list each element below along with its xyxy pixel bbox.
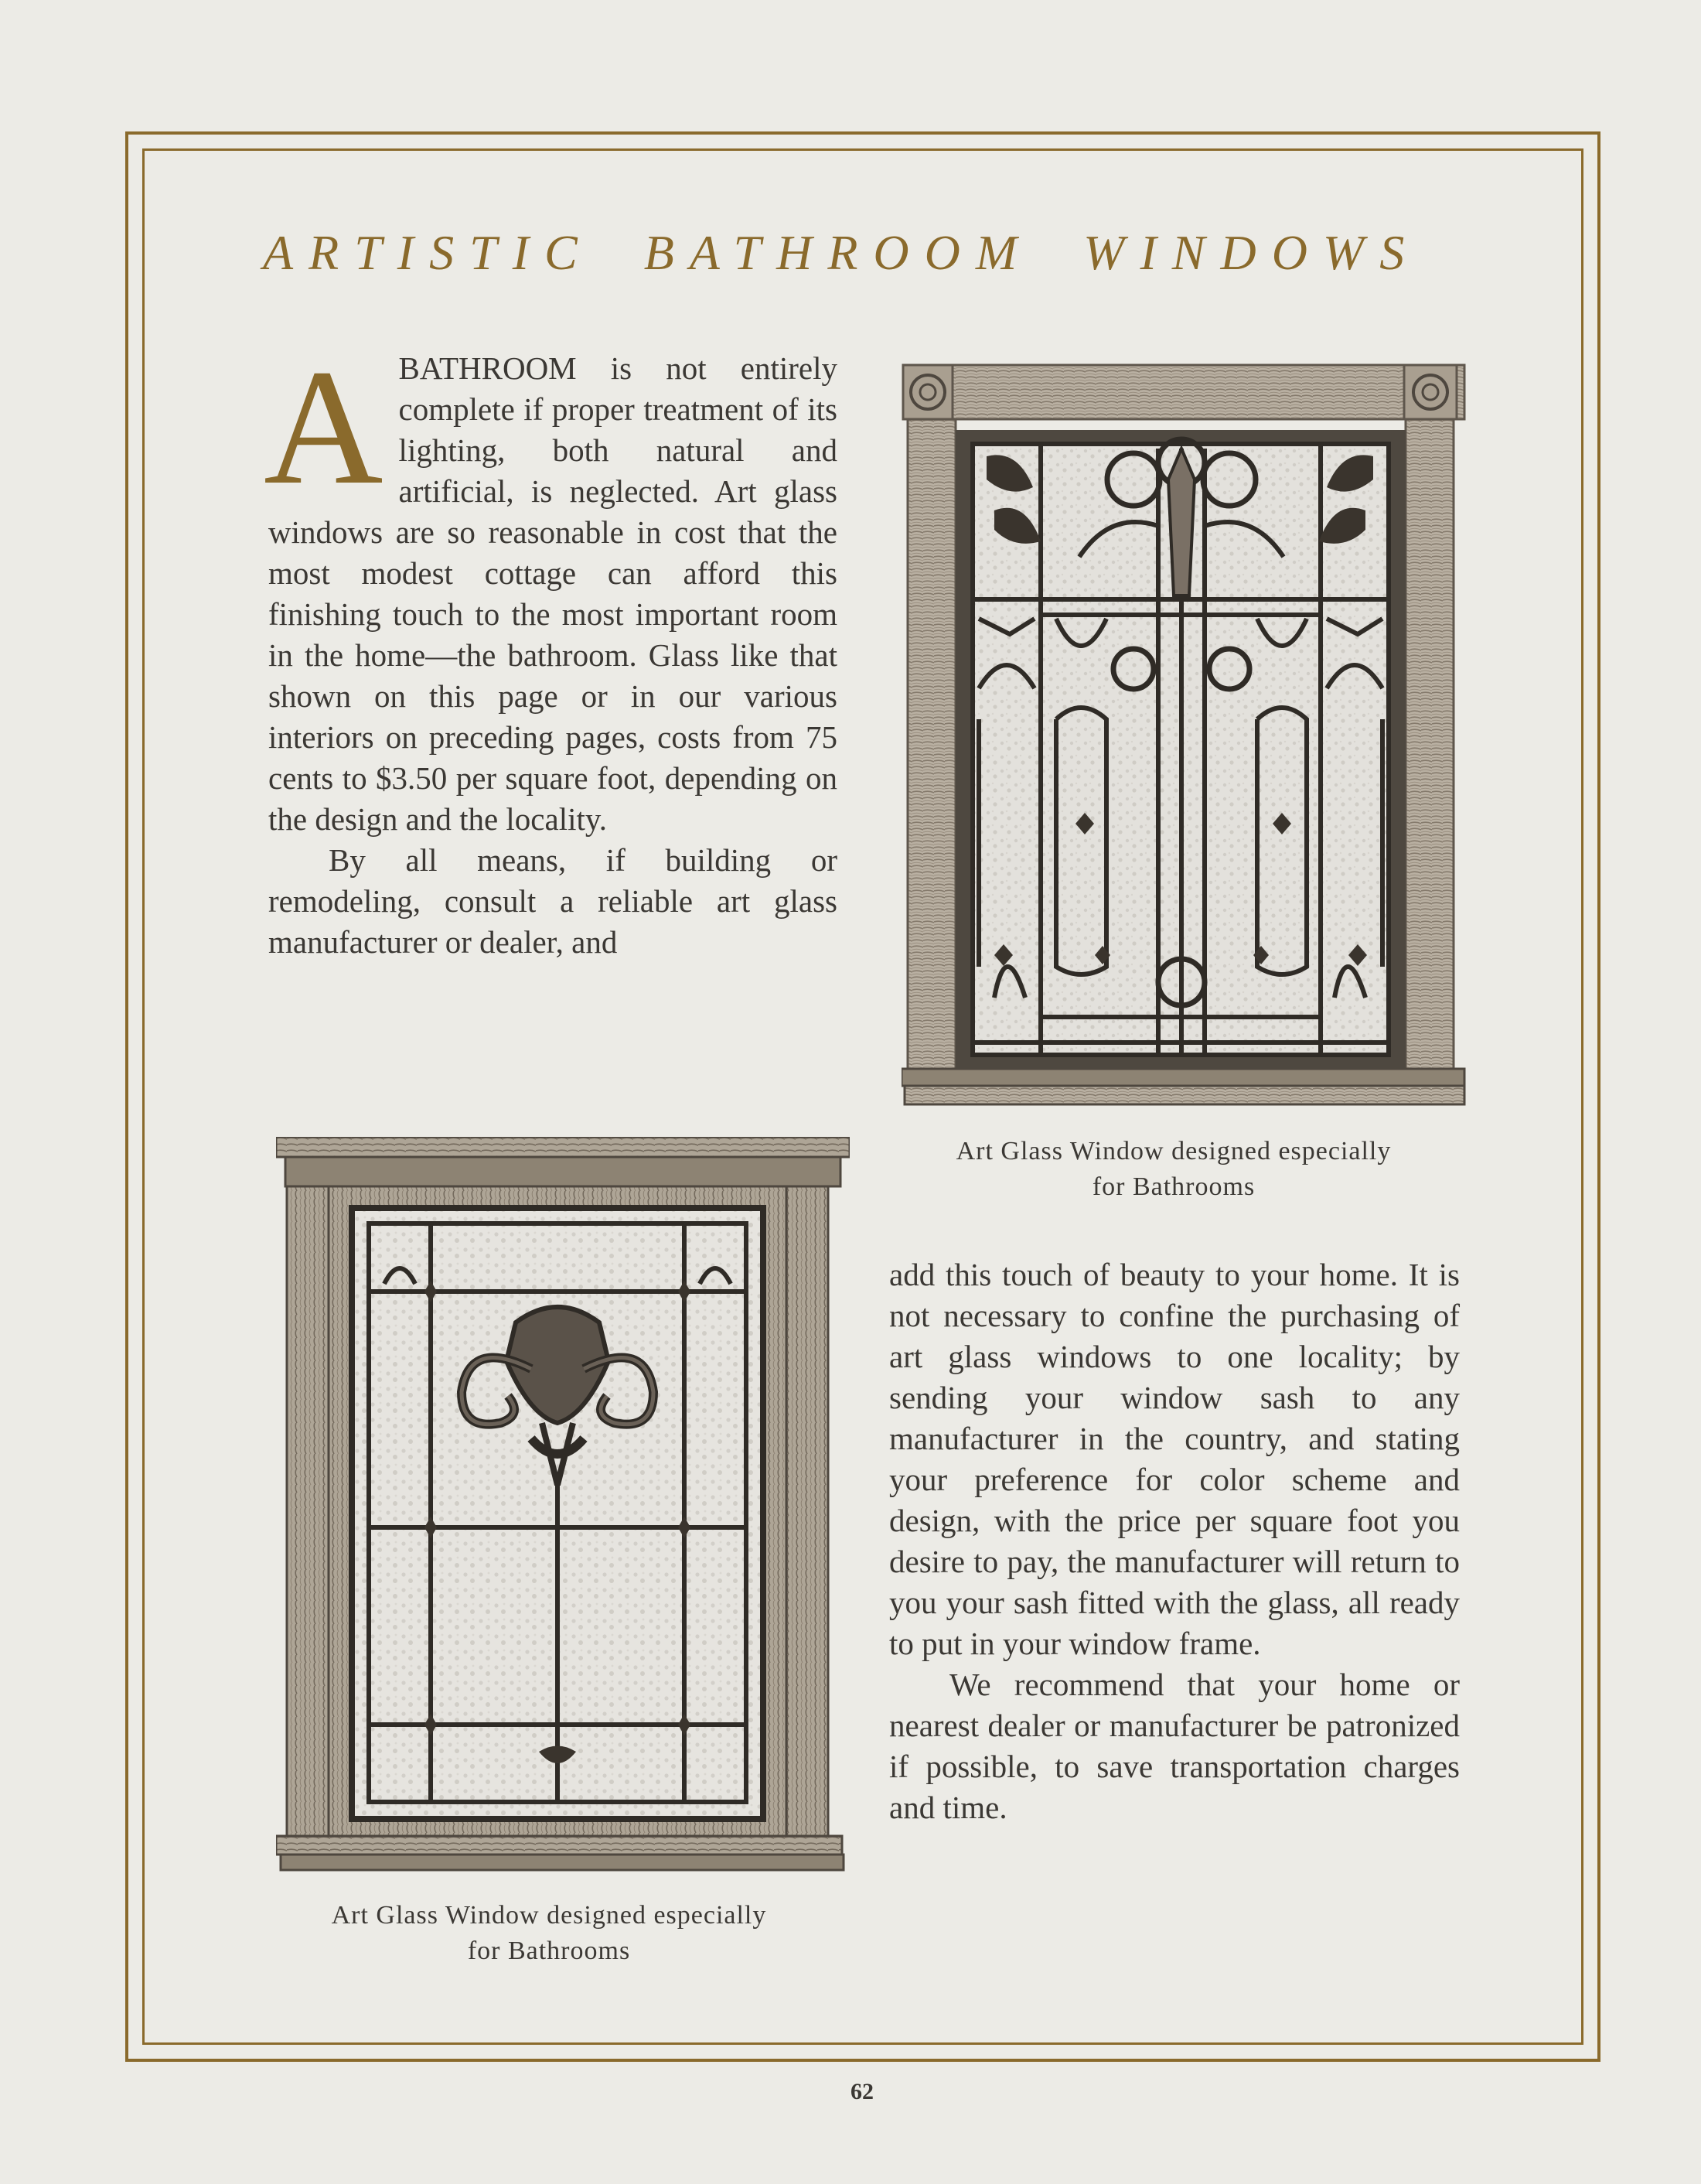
right-paragraph-1: add this touch of beauty to your home. It is not necessary to confine the purchasing of art glass windows to one locality; by sending your window sash to any manufacturer in the country, and stating your preference for color scheme and design, with the price per square foot you desire to pay, the manufacturer will return to you your sash fitted with the glass, all ready to put in your window frame.	[889, 1257, 1460, 1661]
drop-cap: A	[264, 336, 383, 519]
top-caption-line-1: Art Glass Window designed especially	[956, 1137, 1392, 1165]
top-caption-line-2: for Bathrooms	[1092, 1172, 1256, 1201]
right-text-column	[889, 1254, 1460, 1828]
bottom-caption-line-1: Art Glass Window designed especially	[331, 1901, 767, 1930]
left-text-column	[264, 336, 837, 963]
top-figure-caption	[881, 1134, 1466, 1205]
left-paragraph-2: By all means, if building or remodeling, consult a reliable art glass manufacturer or dealer, and	[268, 842, 837, 960]
left-paragraph-1: BATHROOM is not entirely complete if proper treatment of its lighting, both natural and artificial, is neglected. Art glass windows are so reasonable in cost that the most modest cottage can afford this finishing touch to the most important room in the home—the bathroom. Glass like that shown on this page or in our various interiors on preceding pages, costs from 75 cents to $3.50 per square foot, depending on the design and the locality.	[268, 350, 837, 837]
bottom-figure-caption	[263, 1898, 835, 1969]
art-glass-window-illustration-top	[902, 363, 1466, 1114]
page-title: ARTISTIC BATHROOM WINDOWS	[263, 225, 1420, 280]
right-paragraph-2: We recommend that your home or nearest dealer or manufacturer be patronized if possible, to save transportation charges and time.	[889, 1667, 1460, 1825]
art-glass-window-illustration-bottom	[276, 1137, 850, 1890]
page-number: 62	[850, 2079, 874, 2104]
bottom-caption-line-2: for Bathrooms	[467, 1937, 631, 1965]
